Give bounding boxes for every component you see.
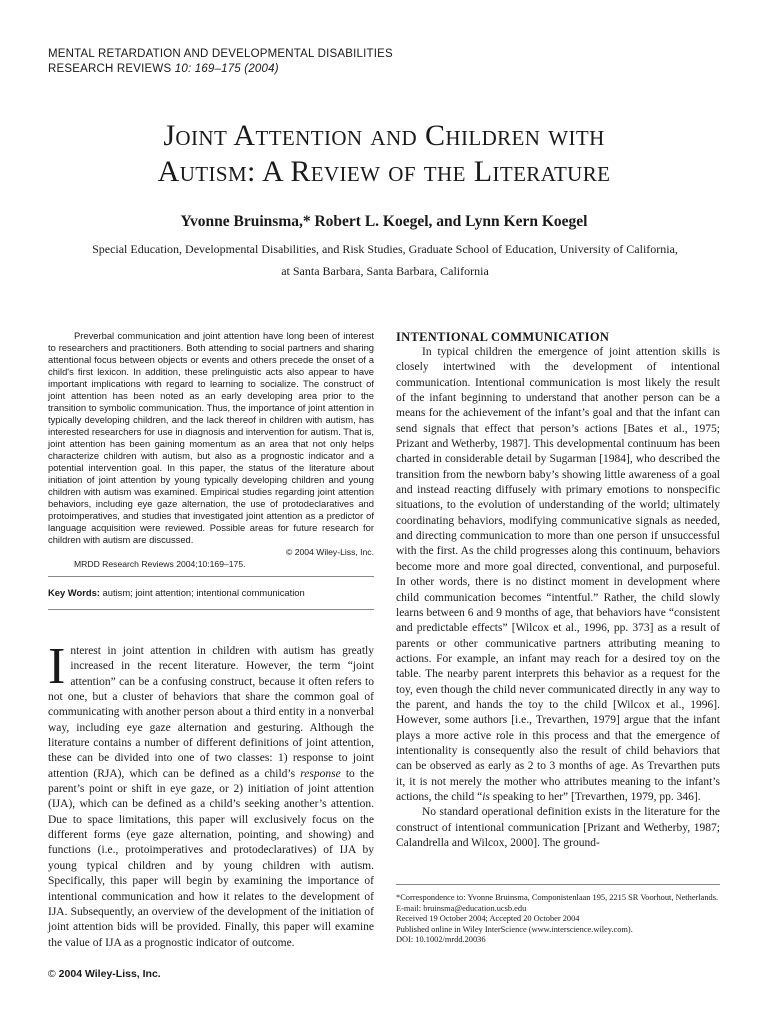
article-title: [0, 118, 768, 190]
affiliation-line-2: at Santa Barbara, Santa Barbara, California: [281, 264, 489, 278]
intro-text-1: nterest in joint attention in children with autism has greatly increased in the recent literature. However, the term “joint attention” can be a confusing construct, because it often refers to not one, but a cluster of behaviors that share the common goal of communicating with another person about a third entity in a nonverbal way, including eye gaze alternation and gesturing. Although the literature contains a number of different definitions of joint attention, these can be divided into one of two classes: 1) response to joint attention (RJA), which can be defined as a child’s: [48, 645, 374, 780]
keywords: [48, 587, 374, 598]
affiliation-line-1: Special Education, Developmental Disabilities, and Risk Studies, Graduate School of Education, University of California,: [92, 242, 678, 256]
doi: DOI: 10.1002/mrdd.20036: [396, 935, 486, 944]
section-paragraph-1: [396, 345, 720, 805]
journal-citation: 10: 169–175 (2004): [174, 63, 279, 75]
section-heading: INTENTIONAL COMMUNICATION: [396, 330, 610, 344]
author-list: Yvonne Bruinsma,* Robert L. Koegel, and Lynn Kern Koegel: [180, 213, 588, 230]
section-p1-text-a: In typical children the emergence of joint attention skills is closely intertwined with the development of intentional communication. Intentional communication is most likely the result of the infant beginning to understand that another person can be a means for the achievement of the infant’s goal and that the infant can send signals that effect that person’s actions [Bates et al., 1975; Prizant and Wetherby, 1987]. This developmental continuum has been charted in considerable detail by Sugarman [1984], who described the transition from the newborn baby’s showing little awareness of a goal and instead reacting diffusely with primary emotions to nonspecific situations, to the evolution of understanding of the world; ultimately coordinating behaviors, modifying communicative signals as needed, and directing communication to more than one person if unsuccessful with the first. As the child progresses along this continuum, behaviors become more and more goal directed, conventional, and purposeful. In other words, there is no distinct moment in development where child communication becomes “intentful.” Rather, the child slowly learns between 6 and 9 months of age, that behaviors have “consistent and predictable effects” [Wilcox et al., 1996, pp. 373] as a result of parents or other communicative partners attributing meaning to actions. For example, an infant may reach for a desired toy on the table. The nearby parent interprets this behavior as a request for the toy, even though the child never communicated directly in any way to the parent, and hands the toy to the child [Wilcox et al., 1996]. However, some authors [i.e., Trevarthen, 1979] argue that the infant plays a more active role in this process and that the emergence of intentionality is consequently also the result of child behaviors that can be observed as early as 2 to 3 months of age. As Trevarthen puts it, it is not merely the mother who attributes meaning to the infant’s actions, the child “: [396, 346, 720, 803]
keywords-bottom-rule: [48, 609, 374, 610]
keywords-text: autism; joint attention; intentional communication: [102, 587, 305, 598]
copyright-text: 2004 Wiley-Liss, Inc.: [58, 968, 161, 980]
journal-name: MENTAL RETARDATION AND DEVELOPMENTAL DISABILITIES: [48, 48, 393, 60]
published-online: Published online in Wiley InterScience (www.interscience.wiley.com).: [396, 924, 633, 934]
intro-paragraph: [48, 638, 374, 951]
intro-text-2: to the parent’s point or shift in eye gaze, or 2) initiation of joint attention (IJA), which can be defined as a child’s seeking another’s attention. Due to space limitations, this paper will exclusively focus on the different forms (eye gaze alternation, pointing, and showing) and functions (i.e., protoimperatives and protodeclaratives) of IJA by young typical children and by young children with autism. Specifically, this paper will begin by examining the importance of intentional communication and how it relates to the development of IJA. Subsequently, an overview of the development of the initiation of joint attention bids will be provided. Finally, this paper will examine the value of IJA as a prognostic indicator of outcome.: [48, 767, 374, 949]
intro-emphasis: response: [300, 767, 341, 780]
title-line-2: Autism: A Review of the Literature: [157, 155, 611, 188]
section-p1-emphasis: is: [482, 790, 490, 803]
journal-header: [48, 47, 393, 77]
section-p1-text-b: speaking to her” [Trevarthen, 1979, pp. 346].: [489, 790, 701, 803]
copyright-symbol: ©: [48, 968, 56, 980]
title-line-1: Joint Attention and Children with: [163, 119, 605, 152]
journal-series: [48, 62, 393, 77]
correspondence-footnote: [396, 884, 720, 946]
keywords-label: Key Words:: [48, 587, 100, 598]
section-paragraph-2: No standard operational definition exists in the literature for the construct of intentional communication [Prizant and Wetherby, 1987; Calandrella and Wilcox, 2000]. The ground-: [396, 806, 720, 849]
drop-cap: I: [48, 638, 66, 695]
correspondence-address: *Correspondence to: Yvonne Bruinsma, Componistenlaan 195, 2215 SR Voorhout, Netherlands. E-mail: bruinsma@education.ucsb.edu: [396, 893, 719, 913]
received-dates: Received 19 October 2004; Accepted 20 October 2004: [396, 914, 580, 923]
abstract-citation: MRDD Research Reviews 2004;10:169–175.: [74, 559, 246, 569]
affiliation: [60, 238, 710, 282]
right-column: [396, 330, 720, 851]
journal-series-name: RESEARCH REVIEWS: [48, 63, 172, 75]
footer-copyright: [48, 968, 161, 980]
keywords-top-rule: [48, 576, 374, 577]
abstract: [48, 330, 374, 570]
abstract-copyright: © 2004 Wiley-Liss, Inc.: [285, 547, 374, 557]
abstract-text: Preverbal communication and joint attention have long been of interest to researchers and practitioners. Both attending to social partners and sharing attentional focus between objects or events and others precede the onset of a child's first lexicon. In addition, these prelinguistic acts also appear to have important implications with regard to learning to socialize. The construct of joint attention has been noted as an early developing area prior to the transition to symbolic communication. Thus, the importance of joint attention in typically developing children, and the lack thereof in children with autism, has interested researchers for use in diagnosis and intervention for autism. That is, joint attention has been gaining momentum as an area that not only helps characterize children with autism, but also as a prognostic indicator and a potential intervention goal. In this paper, the status of the literature about initiation of joint attention by young typically developing children and young children with autism was examined. Empirical studies regarding joint attention behaviors, including eye gaze alternation, the use of protodeclaratives and protoimperatives, and studies that investigated joint attention as a predictor of language acquisition were reviewed. Possible areas for future research for children with autism are discussed.: [48, 330, 374, 545]
intro-body: [48, 638, 374, 951]
abstract-copyright-row: [48, 546, 374, 558]
